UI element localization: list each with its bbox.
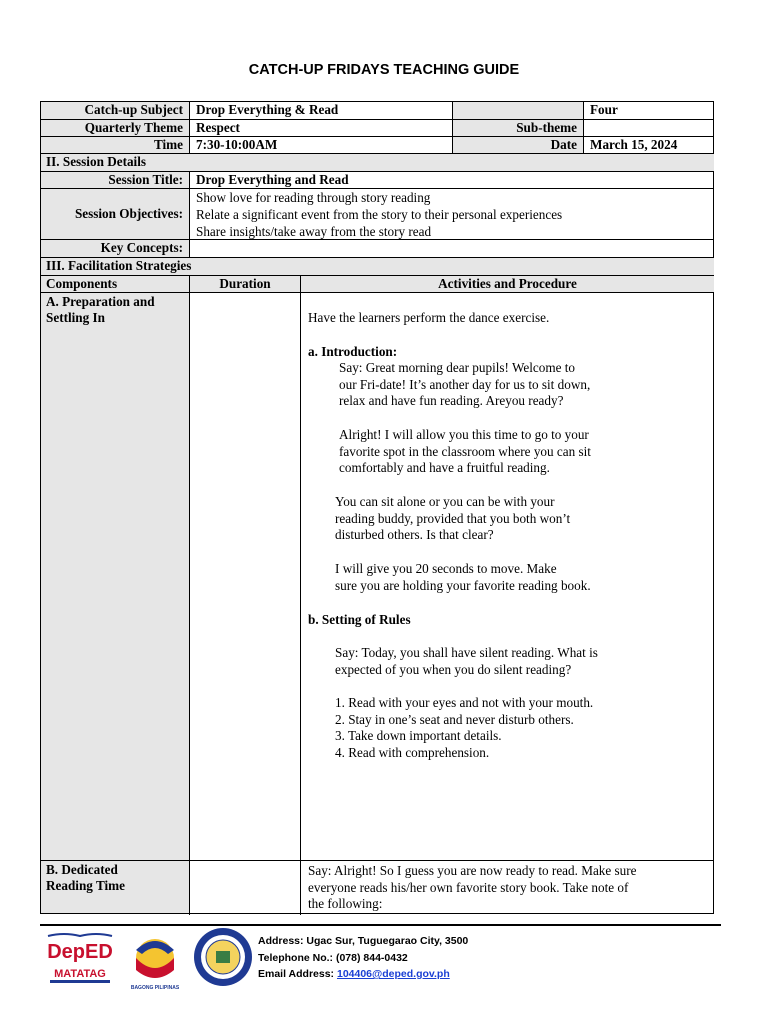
component-a-line2: Settling In — [46, 310, 105, 325]
text-line: our Fri-date! It’s another day for us to sit down, — [339, 376, 591, 392]
b-paragraph — [308, 863, 637, 913]
bagong-pilipinas-logo — [124, 930, 186, 992]
date-value: March 15, 2024 — [590, 137, 678, 152]
grade-label-cell — [453, 102, 583, 119]
list-item: 4. Read with comprehension. — [335, 744, 490, 760]
list-item: 1. Read with your eyes and not with your mouth. — [335, 695, 594, 710]
list-item: 2. Stay in one’s seat and never disturb others. — [335, 711, 574, 727]
text-line: Say: Alright! So I guess you are now ready to read. Make sure — [308, 863, 637, 878]
component-b-line2: Reading Time — [46, 878, 126, 893]
component-b-line1: B. Dedicated — [46, 862, 118, 877]
list-item: 3. Take down important details. — [335, 728, 502, 744]
text-line: relax and have fun reading. Areyou ready? — [339, 393, 564, 409]
teaching-guide-table — [40, 101, 714, 914]
component-a — [41, 293, 189, 860]
session-objectives-label: Session Objectives: — [41, 189, 189, 239]
text-line: You can sit alone or you can be with your — [335, 494, 555, 509]
rules-heading: b. Setting of Rules — [308, 612, 411, 627]
school-seal-icon — [193, 927, 253, 987]
text-line: reading buddy, provided that you both won’t — [335, 510, 571, 526]
rules-say — [335, 645, 598, 678]
subject-value: Drop Everything & Read — [196, 102, 339, 117]
text-line: sure you are holding your favorite reading book. — [335, 577, 591, 593]
time-value: 7:30-10:00AM — [196, 137, 278, 152]
telephone-line: Telephone No.: (078) 844-0432 — [258, 952, 408, 964]
components-header: Components — [41, 276, 189, 292]
text-line: comfortably and have a fruitful reading. — [339, 460, 550, 476]
intro-paragraph — [339, 360, 590, 410]
text-line: disturbed others. Is that clear? — [335, 527, 494, 543]
grade-value: Four — [590, 102, 618, 117]
text-line: everyone reads his/her own favorite story book. Take note of — [308, 879, 629, 895]
email-link[interactable]: 104406@deped.gov.ph — [336, 968, 450, 980]
component-a-line1: A. Preparation and — [46, 294, 155, 309]
theme-value: Respect — [196, 120, 240, 135]
text-line: the following: — [308, 896, 383, 912]
deped-logo — [44, 932, 116, 988]
email-line — [258, 967, 450, 981]
intro-paragraph — [335, 561, 591, 594]
text-line: I will give you 20 seconds to move. Make — [335, 561, 557, 576]
matatag-wordmark: MATATAG — [54, 968, 106, 980]
introduction-heading: a. Introduction: — [308, 344, 398, 359]
objective-item: Share insights/take away from the story read — [196, 224, 432, 239]
activities-header: Activities and Procedure — [301, 276, 714, 292]
text-line: Alright! I will allow you this time to go to your — [339, 427, 589, 442]
objective-item: Relate a significant event from the story to their personal experiences — [196, 207, 563, 222]
text-line: expected of you when you do silent reading? — [335, 661, 572, 677]
facilitation-heading: III. Facilitation Strategies — [41, 258, 714, 275]
objective-item: Show love for reading through story reading — [196, 190, 431, 205]
email-label: Email Address: — [258, 968, 337, 980]
duration-header: Duration — [190, 276, 300, 292]
a-intro-line: Have the learners perform the dance exercise. — [308, 310, 550, 325]
component-b — [41, 861, 189, 913]
deped-wordmark: DepED — [47, 941, 113, 963]
objectives-list — [190, 189, 714, 239]
rules-list — [335, 695, 593, 761]
intro-paragraph — [339, 427, 591, 477]
bagong-pilipinas-text: BAGONG PILIPINAS — [130, 985, 180, 991]
session-title-value: Drop Everything and Read — [196, 172, 349, 187]
subject-label: Catch-up Subject — [41, 102, 189, 119]
text-line: favorite spot in the classroom where you can sit — [339, 443, 591, 459]
date-label: Date — [453, 137, 583, 153]
session-title-label: Session Title: — [41, 172, 189, 188]
subtheme-label: Sub-theme — [453, 120, 583, 136]
theme-label: Quarterly Theme — [41, 120, 189, 136]
session-details-heading: II. Session Details — [41, 154, 714, 171]
address-line: Address: Ugac Sur, Tuguegarao City, 3500 — [258, 935, 469, 947]
footer-divider — [40, 924, 721, 926]
time-label: Time — [41, 137, 189, 153]
intro-paragraph — [335, 494, 570, 544]
document-title: CATCH-UP FRIDAYS TEACHING GUIDE — [248, 62, 520, 78]
key-concepts-label: Key Concepts: — [41, 240, 189, 257]
text-line: Say: Great morning dear pupils! Welcome to — [339, 360, 576, 375]
text-line: Say: Today, you shall have silent reading. What is — [335, 645, 598, 660]
